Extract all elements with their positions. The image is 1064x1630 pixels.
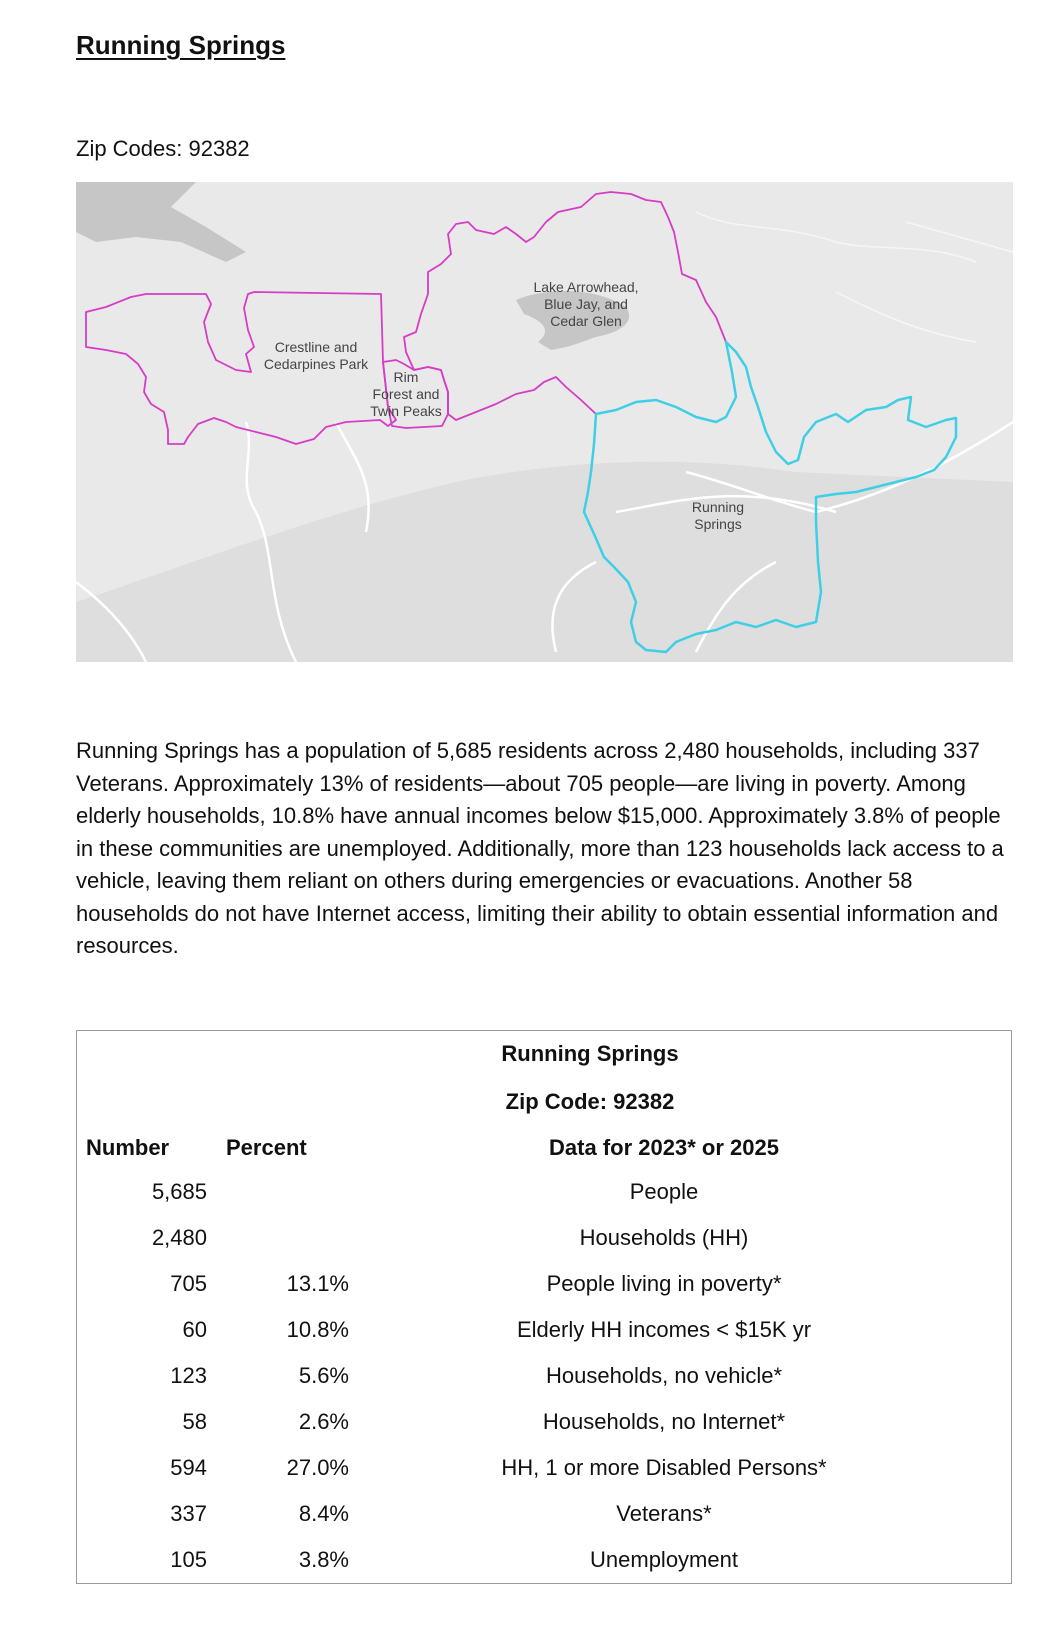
- label-running-springs-2: Springs: [694, 516, 742, 532]
- cell-number: 337: [170, 1501, 207, 1526]
- label-lake-2: Blue Jay, and: [544, 296, 628, 312]
- table-row: [77, 1317, 1011, 1363]
- cell-percent: 5.6%: [298, 1363, 349, 1388]
- summary-paragraph: Running Springs has a population of 5,685 residents across 2,480 households, including 337 Veterans. Approximately 13% of residents—about 705 people—are living in poverty. Among elderly households, 10.8% have annual incomes below $15,000. Approximately 3.8% of people in these communities are unemployed. Additionally, more than 123 households lack access to a vehicle, leaving them reliant on others during emergencies or evacuations. Another 58 households do not have Internet access, limiting their ability to obtain essential information and resources.: [76, 738, 1004, 958]
- label-running-springs-1: Running: [691, 499, 745, 515]
- statistics-table: [76, 1030, 1012, 1584]
- road: [696, 212, 976, 262]
- table-row: [77, 1271, 1011, 1317]
- cell-label: People living in poverty*: [546, 1271, 782, 1296]
- cell-percent: 2.6%: [298, 1409, 349, 1434]
- cell-percent: 3.8%: [298, 1547, 349, 1572]
- table-row: [77, 1363, 1011, 1409]
- water-body-northwest: [76, 182, 246, 262]
- table-row: [77, 1179, 1011, 1225]
- page-title: Running Springs: [76, 30, 286, 60]
- table-row: [77, 1225, 1011, 1271]
- cell-number: 594: [170, 1455, 207, 1480]
- table-zip: Zip Code: 92382: [505, 1089, 675, 1114]
- table-row: [77, 1501, 1011, 1547]
- area-map: [76, 182, 1013, 662]
- cell-number: 2,480: [151, 1225, 207, 1250]
- cell-number: 5,685: [151, 1179, 207, 1204]
- cell-percent: 27.0%: [286, 1455, 349, 1480]
- label-lake-3: Cedar Glen: [550, 313, 622, 329]
- label-crestline-1: Crestline and: [274, 339, 358, 355]
- cell-number: 60: [182, 1317, 207, 1342]
- cell-number: 123: [170, 1363, 207, 1388]
- cell-percent: 13.1%: [286, 1271, 349, 1296]
- road: [836, 292, 976, 342]
- header-percent: Percent: [226, 1135, 307, 1160]
- cell-number: 105: [170, 1547, 207, 1572]
- header-data: Data for 2023* or 2025: [549, 1135, 779, 1160]
- header-number: Number: [86, 1135, 170, 1160]
- cell-label: Veterans*: [616, 1501, 712, 1526]
- label-lake-1: Lake Arrowhead,: [533, 279, 639, 295]
- table-row: [77, 1409, 1011, 1455]
- table-row: [77, 1547, 1011, 1593]
- cell-percent: 10.8%: [286, 1317, 349, 1342]
- map-graphic: [76, 182, 1013, 662]
- cell-percent: 8.4%: [298, 1501, 349, 1526]
- minor-roads: [696, 212, 1013, 342]
- cell-label: Households, no Internet*: [542, 1409, 786, 1434]
- cell-label: Households (HH): [579, 1225, 749, 1250]
- table-row: [77, 1455, 1011, 1501]
- label-rim-3: Twin Peaks: [370, 403, 442, 419]
- label-rim-1: Rim: [393, 369, 419, 385]
- cell-number: 58: [182, 1409, 207, 1434]
- table-title: Running Springs: [501, 1041, 679, 1066]
- label-rim-2: Forest and: [372, 386, 440, 402]
- cell-label: Households, no vehicle*: [545, 1363, 783, 1388]
- cell-label: People: [629, 1179, 699, 1204]
- label-crestline-2: Cedarpines Park: [263, 356, 369, 372]
- terrain-shade: [76, 462, 1013, 662]
- zip-codes-line: Zip Codes: 92382: [76, 136, 250, 161]
- cell-label: Elderly HH incomes < $15K yr: [516, 1317, 812, 1342]
- road: [906, 222, 1013, 252]
- cell-label: Unemployment: [590, 1547, 738, 1572]
- cell-label: HH, 1 or more Disabled Persons*: [501, 1455, 827, 1480]
- cell-number: 705: [170, 1271, 207, 1296]
